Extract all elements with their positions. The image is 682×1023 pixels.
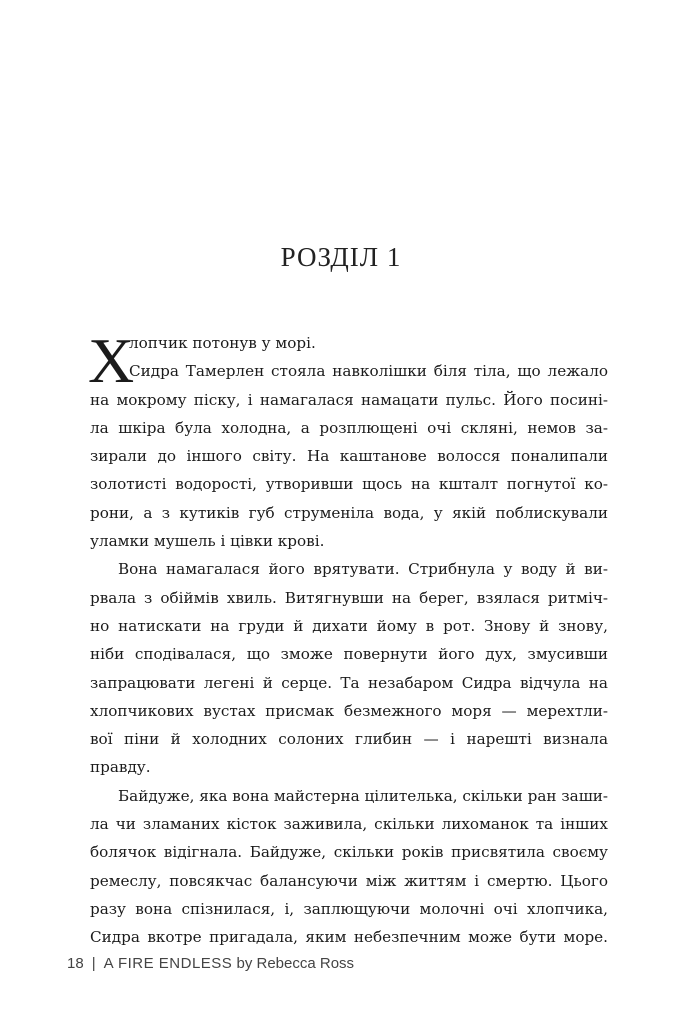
text-line: вої піни й холодних солоних глибин — і нарешті визнала	[90, 730, 608, 749]
drop-cap: Х	[88, 325, 135, 396]
author-name: by Rebecca Ross	[236, 955, 355, 972]
text-line: Вона намагалася його врятувати. Стрибнула у воду й ви-	[118, 560, 608, 579]
text-line: Сидра вкотре пригадала, яким небезпечним може бути море.	[90, 928, 608, 947]
text-line: рони, а з кутиків губ струменіла вода, у якій поблискували	[90, 503, 608, 522]
text-line: болячок відігнала. Байдуже, скільки років присвятила своєму	[90, 843, 608, 862]
text-line: уламки мушель і цівки крові.	[90, 532, 325, 551]
text-line: ремеслу, повсякчас балансуючи між життям і смертю. Цього	[90, 871, 608, 890]
text-line: ла чи зламаних кісток заживила, скільки лихоманок та інших	[90, 815, 608, 834]
text-line: хлопчикових вустах присмак безмежного моря — мерехтли-	[90, 701, 608, 720]
page-number: 18	[67, 955, 84, 972]
text-line: запрацювати легені й серце. Та незабаром Сидра відчула на	[90, 673, 608, 692]
chapter-body	[88, 325, 608, 952]
text-line: правду.	[90, 758, 151, 777]
text-line: но натискати на груди й дихати йому в рот. Знову й знову,	[90, 616, 608, 635]
text-line: на мокрому піску, і намагалася намацати пульс. Його посині-	[90, 390, 608, 409]
text-line: Сидра Тамерлен стояла навколішки біля тіла, що лежало	[129, 362, 608, 381]
text-line: ніби сподівалася, що зможе повернути його дух, змусивши	[90, 645, 608, 664]
text-line: рвала з обіймів хвиль. Витягнувши на берег, взялася ритміч-	[90, 588, 608, 607]
chapter-title: РОЗДІЛ 1	[280, 242, 402, 272]
book-title: A FIRE ENDLESS	[103, 955, 233, 972]
text-line: ла шкіра була холодна, а розплющені очі скляні, немов за-	[90, 418, 608, 437]
text-line: Байдуже, яка вона майстерна цілителька, скільки ран заши-	[118, 786, 608, 805]
text-line: разу вона спізнилася, і, заплющуючи молочні очі хлопчика,	[90, 899, 608, 918]
text-line: лопчик потонув у морі.	[129, 334, 316, 352]
footer-separator: |	[91, 955, 96, 972]
text-line: золотисті водорості, утворивши щось на кшталт погнутої ко-	[90, 475, 608, 494]
text-line: зирали до іншого світу. На каштанове волосся поналипали	[90, 447, 608, 466]
page-footer	[67, 955, 354, 972]
